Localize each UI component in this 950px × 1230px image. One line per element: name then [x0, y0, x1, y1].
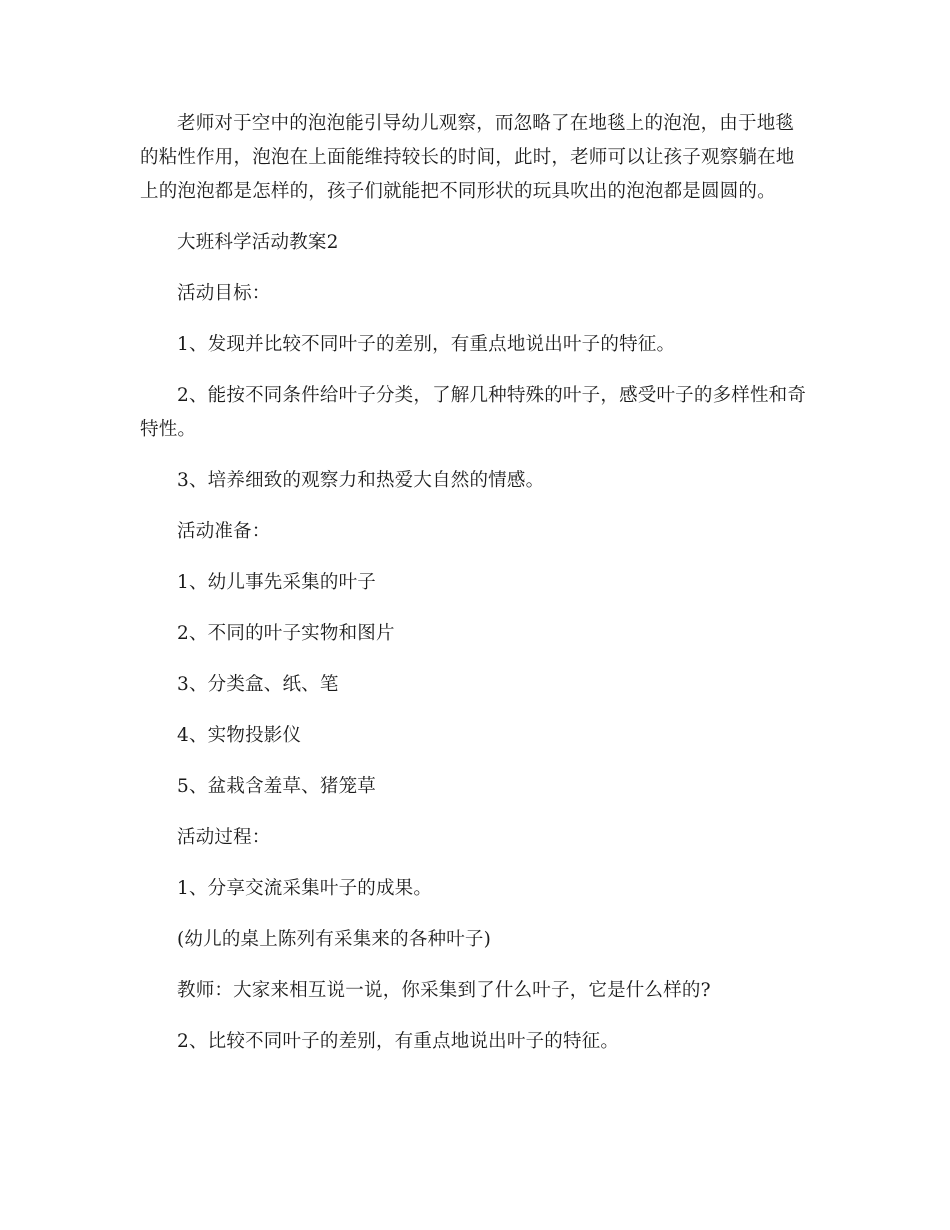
process-note: (幼儿的桌上陈列有采集来的各种叶子) — [177, 929, 492, 950]
process-step: 2、比较不同叶子的差别，有重点地说出叶子的特征。 — [177, 1031, 620, 1052]
objective-item: 3、培养细致的观察力和热爱大自然的情感。 — [177, 470, 545, 491]
preparation-item: 1、幼儿事先采集的叶子 — [177, 572, 376, 593]
preparation-item: 3、分类盒、纸、笔 — [177, 674, 339, 695]
preparation-item: 5、盆栽含羞草、猪笼草 — [177, 776, 376, 797]
section-title: 大班科学活动教案2 — [177, 232, 339, 253]
objective-item: 2、能按不同条件给叶子分类，了解几种特殊的叶子，感受叶子的多样性和奇特性。 — [140, 385, 807, 440]
preparation-item: 2、不同的叶子实物和图片 — [177, 623, 395, 644]
heading-objectives: 活动目标： — [177, 283, 271, 304]
heading-process: 活动过程： — [177, 827, 271, 848]
teacher-dialogue: 教师：大家来相互说一说，你采集到了什么叶子，它是什么样的? — [177, 980, 711, 1001]
objective-item: 1、发现并比较不同叶子的差别，有重点地说出叶子的特征。 — [177, 334, 676, 355]
process-step: 1、分享交流采集叶子的成果。 — [177, 878, 433, 899]
heading-preparation: 活动准备： — [177, 521, 271, 542]
document-body — [140, 107, 812, 1076]
paragraph-bubbles-observation: 老师对于空中的泡泡能引导幼儿观察，而忽略了在地毯上的泡泡，由于地毯的粘性作用，泡泡在上面能维持较长的时间，此时，老师可以让孩子观察躺在地上的泡泡都是怎样的，孩子们就能把不同形状的玩具吹出的泡泡都是圆圆的。 — [140, 113, 795, 202]
preparation-item: 4、实物投影仪 — [177, 725, 302, 746]
